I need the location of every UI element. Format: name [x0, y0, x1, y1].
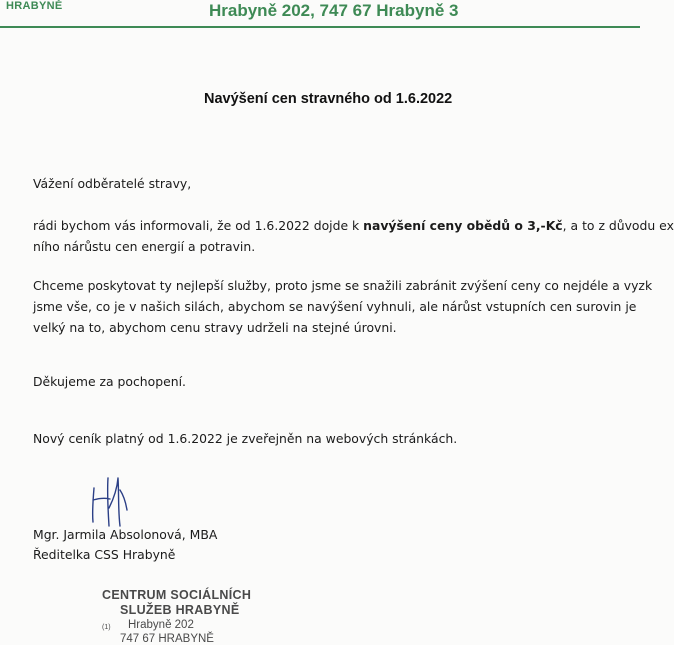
- official-stamp: [100, 588, 300, 645]
- thanks-line: Děkujeme za pochopení.: [33, 374, 186, 389]
- pricelist-notice: Nový ceník platný od 1.6.2022 je zveřejněn na webových stránkách.: [33, 431, 458, 446]
- paragraph-1-text-a: rádi bychom vás informovali, že od 1.6.2022 dojde k: [33, 218, 364, 233]
- stamp-line-2: SLUŽEB HRABYNĚ: [120, 603, 240, 617]
- paragraph-1-line-2: ního nárůstu cen energií a potravin.: [33, 239, 256, 254]
- letterhead: [0, 0, 640, 28]
- document-title: Navýšení cen stravného od 1.6.2022: [204, 91, 453, 107]
- stamp-line-1: CENTRUM SOCIÁLNÍCH: [102, 588, 252, 602]
- salutation: Vážení odběratelé stravy,: [33, 176, 192, 191]
- stamp-number: (1): [102, 624, 111, 631]
- paragraph-2-line-1: Chceme poskytovat ty nejlepší služby, proto jsme se snažili zabránit zvýšení ceny co nejdéle a vyzk: [33, 278, 653, 293]
- paragraph-1-line-1: [33, 215, 674, 236]
- stamp-line-4: 747 67 HRABYNĚ: [120, 633, 214, 645]
- header-address: Hrabyně 202, 747 67 Hrabyně 3: [209, 1, 459, 20]
- signatory-name: Mgr. Jarmila Absolonová, MBA: [33, 527, 218, 542]
- paragraph-1-text-b: , a to z důvodu ex: [562, 218, 674, 233]
- logo-text: HRABYNĚ: [6, 0, 63, 12]
- signatory-role: Ředitelka CSS Hrabyně: [33, 547, 176, 562]
- paragraph-2-line-2: jsme vše, co je v našich silách, abychom se navýšení vyhnuli, ale nárůst vstupních cen surovin je: [33, 299, 637, 314]
- price-increase-bold: navýšení ceny obědů o 3,-Kč: [363, 218, 563, 233]
- paragraph-2-line-3: velký na to, abychom cenu stravy udrželi na stejné úrovni.: [33, 320, 397, 335]
- stamp-line-3: Hrabyně 202: [128, 619, 194, 631]
